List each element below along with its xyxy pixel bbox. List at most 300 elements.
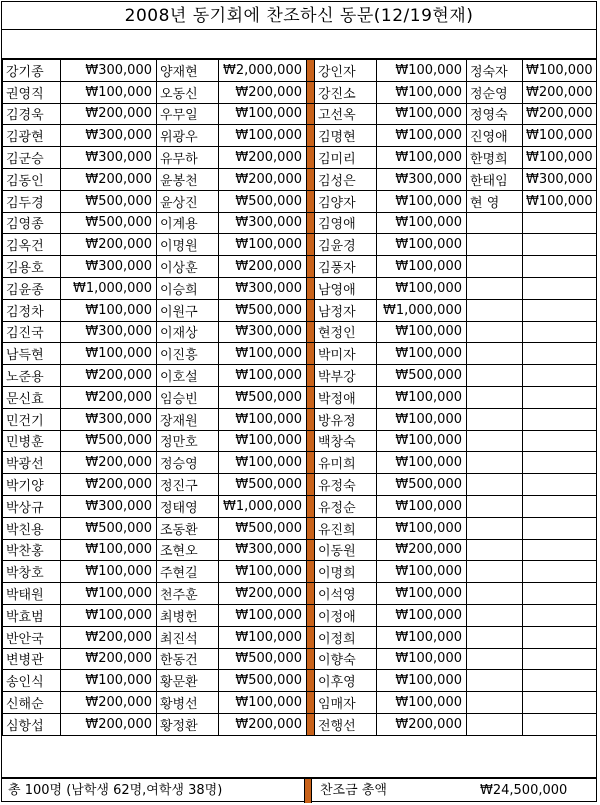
- column-separator: [307, 60, 315, 82]
- donor-name-cell[interactable]: 심항섭: [3, 713, 61, 735]
- donation-amount-cell[interactable]: ₩300,000: [61, 147, 157, 169]
- donor-name-cell[interactable]: 김윤경: [315, 234, 377, 256]
- donor-name-cell[interactable]: [467, 713, 523, 735]
- donation-amount-cell[interactable]: [523, 321, 597, 343]
- donation-amount-cell[interactable]: ₩100,000: [523, 147, 597, 169]
- table-row: [3, 713, 597, 735]
- donor-name-cell[interactable]: 윤봉천: [157, 168, 219, 190]
- donor-name-cell[interactable]: 한동건: [157, 648, 219, 670]
- table-row: [3, 234, 597, 256]
- donor-name-cell[interactable]: 임매자: [315, 692, 377, 714]
- donation-amount-cell[interactable]: ₩100,000: [377, 60, 467, 82]
- donor-name-cell[interactable]: 이동원: [315, 539, 377, 561]
- donation-amount-cell[interactable]: ₩100,000: [377, 147, 467, 169]
- table-row: [3, 474, 597, 496]
- donation-amount-cell[interactable]: ₩200,000: [61, 626, 157, 648]
- table-row: [3, 408, 597, 430]
- donation-amount-cell[interactable]: ₩300,000: [377, 168, 467, 190]
- blank-row: [2, 30, 596, 59]
- member-count: 총 100명 (남학생 62명,여학생 38명): [8, 783, 223, 798]
- donor-table: [2, 59, 597, 736]
- donor-name-cell[interactable]: 이명원: [157, 234, 219, 256]
- donor-name-cell[interactable]: 변병관: [3, 648, 61, 670]
- donor-name-cell[interactable]: 김군승: [3, 147, 61, 169]
- donor-name-cell[interactable]: 강진소: [315, 81, 377, 103]
- donor-name-cell[interactable]: 황정환: [157, 713, 219, 735]
- donor-name-cell[interactable]: 조동환: [157, 517, 219, 539]
- donor-name-cell[interactable]: 박부강: [315, 365, 377, 387]
- table-row: [3, 583, 597, 605]
- donor-name-cell[interactable]: 정만호: [157, 430, 219, 452]
- table-row: [3, 517, 597, 539]
- donation-amount-cell[interactable]: [523, 212, 597, 234]
- donor-name-cell[interactable]: [467, 299, 523, 321]
- donation-amount-cell[interactable]: ₩500,000: [219, 648, 307, 670]
- donation-amount-cell[interactable]: ₩200,000: [61, 234, 157, 256]
- donor-name-cell[interactable]: 김정차: [3, 299, 61, 321]
- donor-name-cell[interactable]: 박친용: [3, 517, 61, 539]
- donation-amount-cell[interactable]: ₩300,000: [61, 408, 157, 430]
- donor-name-cell[interactable]: [467, 321, 523, 343]
- donor-name-cell[interactable]: 김옥건: [3, 234, 61, 256]
- column-separator: [307, 234, 315, 256]
- donation-amount-cell[interactable]: ₩100,000: [377, 452, 467, 474]
- donation-amount-cell[interactable]: ₩200,000: [219, 81, 307, 103]
- donation-amount-cell[interactable]: [523, 495, 597, 517]
- donor-name-cell[interactable]: [467, 343, 523, 365]
- column-separator: [307, 692, 315, 714]
- donor-name-cell[interactable]: 남득현: [3, 343, 61, 365]
- donation-amount-cell[interactable]: ₩500,000: [219, 670, 307, 692]
- donation-amount-cell[interactable]: [523, 234, 597, 256]
- donation-amount-cell[interactable]: ₩100,000: [377, 517, 467, 539]
- donor-name-cell[interactable]: 전행선: [315, 713, 377, 735]
- table-row: [3, 321, 597, 343]
- donation-amount-cell[interactable]: [523, 386, 597, 408]
- donation-amount-cell[interactable]: ₩200,000: [523, 81, 597, 103]
- donor-name-cell[interactable]: 김두경: [3, 190, 61, 212]
- donor-name-cell[interactable]: [467, 692, 523, 714]
- donation-amount-cell[interactable]: ₩100,000: [377, 583, 467, 605]
- column-separator: [307, 343, 315, 365]
- donor-name-cell[interactable]: 황문환: [157, 670, 219, 692]
- donor-name-cell[interactable]: 현정인: [315, 321, 377, 343]
- donation-amount-cell[interactable]: ₩100,000: [377, 561, 467, 583]
- donation-amount-cell[interactable]: [523, 648, 597, 670]
- donor-name-cell[interactable]: 김성은: [315, 168, 377, 190]
- donor-name-cell[interactable]: 이정애: [315, 604, 377, 626]
- donor-name-cell[interactable]: 노준용: [3, 365, 61, 387]
- donor-name-cell[interactable]: [467, 256, 523, 278]
- donor-name-cell[interactable]: 위광우: [157, 125, 219, 147]
- donor-name-cell[interactable]: 방유정: [315, 408, 377, 430]
- donation-amount-cell[interactable]: ₩100,000: [377, 386, 467, 408]
- donation-amount-cell[interactable]: ₩100,000: [61, 299, 157, 321]
- donor-name-cell[interactable]: 진영애: [467, 125, 523, 147]
- donation-amount-cell[interactable]: ₩100,000: [219, 452, 307, 474]
- donation-amount-cell[interactable]: ₩500,000: [219, 517, 307, 539]
- donation-amount-cell[interactable]: [523, 452, 597, 474]
- donation-amount-cell[interactable]: ₩200,000: [61, 452, 157, 474]
- donor-name-cell[interactable]: 민건기: [3, 408, 61, 430]
- donor-name-cell[interactable]: [467, 583, 523, 605]
- donor-name-cell[interactable]: 정승영: [157, 452, 219, 474]
- table-row: [3, 168, 597, 190]
- donor-name-cell[interactable]: 김영종: [3, 212, 61, 234]
- donation-amount-cell[interactable]: ₩100,000: [377, 670, 467, 692]
- donor-name-cell[interactable]: 유정숙: [315, 474, 377, 496]
- donor-name-cell[interactable]: 유무하: [157, 147, 219, 169]
- donor-name-cell[interactable]: 백창숙: [315, 430, 377, 452]
- donor-name-cell[interactable]: 유정순: [315, 495, 377, 517]
- column-separator: [307, 299, 315, 321]
- donor-name-cell[interactable]: 윤상진: [157, 190, 219, 212]
- donor-name-cell[interactable]: 장재원: [157, 408, 219, 430]
- column-separator: [307, 125, 315, 147]
- donation-amount-cell[interactable]: ₩300,000: [219, 539, 307, 561]
- donor-name-cell[interactable]: 남정자: [315, 299, 377, 321]
- donation-amount-cell[interactable]: ₩100,000: [377, 604, 467, 626]
- donor-name-cell[interactable]: 남영애: [315, 277, 377, 299]
- donation-amount-cell[interactable]: [523, 430, 597, 452]
- column-separator: [307, 583, 315, 605]
- donation-amount-cell[interactable]: ₩300,000: [61, 60, 157, 82]
- donation-amount-cell[interactable]: ₩200,000: [61, 168, 157, 190]
- donation-amount-cell[interactable]: [523, 626, 597, 648]
- donation-amount-cell[interactable]: ₩500,000: [219, 474, 307, 496]
- donor-name-cell[interactable]: 정순영: [467, 81, 523, 103]
- table-row: [3, 212, 597, 234]
- table-row: [3, 277, 597, 299]
- donation-amount-cell[interactable]: ₩200,000: [219, 583, 307, 605]
- donor-name-cell[interactable]: 유진희: [315, 517, 377, 539]
- donation-amount-cell[interactable]: ₩200,000: [219, 256, 307, 278]
- table-row: [3, 299, 597, 321]
- donor-name-cell[interactable]: 임승빈: [157, 386, 219, 408]
- donation-amount-cell[interactable]: ₩100,000: [377, 648, 467, 670]
- donor-name-cell[interactable]: 이명희: [315, 561, 377, 583]
- donor-name-cell[interactable]: 최병헌: [157, 604, 219, 626]
- table-row: [3, 430, 597, 452]
- donor-name-cell[interactable]: 유미희: [315, 452, 377, 474]
- donor-name-cell[interactable]: 박상규: [3, 495, 61, 517]
- donor-name-cell[interactable]: [467, 561, 523, 583]
- donor-name-cell[interactable]: 박창호: [3, 561, 61, 583]
- donation-amount-cell[interactable]: ₩200,000: [523, 103, 597, 125]
- donation-amount-cell[interactable]: ₩100,000: [377, 408, 467, 430]
- donation-amount-cell[interactable]: ₩300,000: [61, 495, 157, 517]
- donor-name-cell[interactable]: 정영숙: [467, 103, 523, 125]
- donor-name-cell[interactable]: 박기양: [3, 474, 61, 496]
- donor-name-cell[interactable]: 이계용: [157, 212, 219, 234]
- donation-amount-cell[interactable]: ₩100,000: [377, 212, 467, 234]
- donation-amount-cell[interactable]: ₩200,000: [61, 713, 157, 735]
- donor-name-cell[interactable]: 한명희: [467, 147, 523, 169]
- donation-amount-cell[interactable]: ₩200,000: [377, 713, 467, 735]
- donor-name-cell[interactable]: [467, 604, 523, 626]
- donor-name-cell[interactable]: [467, 452, 523, 474]
- donor-name-cell[interactable]: 강인자: [315, 60, 377, 82]
- donor-name-cell[interactable]: 문신효: [3, 386, 61, 408]
- donation-amount-cell[interactable]: ₩500,000: [219, 386, 307, 408]
- donation-amount-cell[interactable]: [523, 670, 597, 692]
- donation-amount-cell[interactable]: ₩200,000: [61, 692, 157, 714]
- donation-amount-cell[interactable]: ₩300,000: [61, 256, 157, 278]
- table-row: [3, 125, 597, 147]
- donor-name-cell[interactable]: [467, 626, 523, 648]
- donation-amount-cell[interactable]: ₩200,000: [219, 168, 307, 190]
- donor-name-cell[interactable]: 김동인: [3, 168, 61, 190]
- donation-amount-cell[interactable]: ₩300,000: [219, 321, 307, 343]
- donor-name-cell[interactable]: 김양자: [315, 190, 377, 212]
- donation-amount-cell[interactable]: ₩100,000: [61, 81, 157, 103]
- donation-amount-cell[interactable]: [523, 343, 597, 365]
- donor-name-cell[interactable]: [467, 495, 523, 517]
- donor-name-cell[interactable]: 김경욱: [3, 103, 61, 125]
- donor-name-cell[interactable]: 이호설: [157, 365, 219, 387]
- donor-name-cell[interactable]: 고선옥: [315, 103, 377, 125]
- donor-name-cell[interactable]: 이정희: [315, 626, 377, 648]
- donation-amount-cell[interactable]: ₩100,000: [61, 583, 157, 605]
- donor-name-cell[interactable]: 주현길: [157, 561, 219, 583]
- table-row: [3, 452, 597, 474]
- spreadsheet: [1, 1, 597, 802]
- donation-amount-cell[interactable]: ₩200,000: [61, 386, 157, 408]
- donation-amount-cell[interactable]: ₩100,000: [219, 604, 307, 626]
- donor-name-cell[interactable]: 정진구: [157, 474, 219, 496]
- donation-amount-cell[interactable]: ₩100,000: [61, 343, 157, 365]
- donation-amount-cell[interactable]: ₩100,000: [219, 430, 307, 452]
- donation-amount-cell[interactable]: [523, 561, 597, 583]
- donation-amount-cell[interactable]: ₩100,000: [377, 81, 467, 103]
- donor-name-cell[interactable]: 김진국: [3, 321, 61, 343]
- donor-name-cell[interactable]: 조현오: [157, 539, 219, 561]
- donation-amount-cell[interactable]: ₩200,000: [61, 365, 157, 387]
- donor-name-cell[interactable]: [467, 386, 523, 408]
- donation-amount-cell[interactable]: ₩100,000: [377, 626, 467, 648]
- donation-amount-cell[interactable]: ₩100,000: [377, 277, 467, 299]
- donation-amount-cell[interactable]: ₩500,000: [219, 190, 307, 212]
- table-row: [3, 60, 597, 82]
- donation-amount-cell[interactable]: ₩200,000: [377, 539, 467, 561]
- donation-amount-cell[interactable]: [523, 583, 597, 605]
- donation-amount-cell[interactable]: ₩100,000: [219, 234, 307, 256]
- donation-amount-cell[interactable]: ₩200,000: [61, 474, 157, 496]
- donor-name-cell[interactable]: 김용호: [3, 256, 61, 278]
- donor-name-cell[interactable]: 김윤종: [3, 277, 61, 299]
- column-separator: [307, 408, 315, 430]
- donor-name-cell[interactable]: 권영직: [3, 81, 61, 103]
- donation-amount-cell[interactable]: ₩100,000: [377, 190, 467, 212]
- donation-amount-cell[interactable]: ₩100,000: [219, 561, 307, 583]
- donation-amount-cell[interactable]: ₩500,000: [61, 430, 157, 452]
- column-separator: [304, 779, 312, 803]
- table-row: [3, 604, 597, 626]
- donation-amount-cell[interactable]: ₩100,000: [219, 408, 307, 430]
- donation-amount-cell[interactable]: ₩100,000: [219, 103, 307, 125]
- donation-amount-cell[interactable]: ₩100,000: [219, 365, 307, 387]
- donation-amount-cell[interactable]: ₩100,000: [377, 125, 467, 147]
- donor-name-cell[interactable]: 양재현: [157, 60, 219, 82]
- donation-amount-cell[interactable]: ₩100,000: [61, 604, 157, 626]
- donation-amount-cell[interactable]: ₩200,000: [61, 103, 157, 125]
- column-separator: [307, 190, 315, 212]
- donor-name-cell[interactable]: 우무일: [157, 103, 219, 125]
- donation-amount-cell[interactable]: ₩500,000: [61, 212, 157, 234]
- donor-name-cell[interactable]: [467, 670, 523, 692]
- donation-amount-cell[interactable]: ₩2,000,000: [219, 60, 307, 82]
- donor-name-cell[interactable]: 이후영: [315, 670, 377, 692]
- donor-name-cell[interactable]: 한태임: [467, 168, 523, 190]
- donation-amount-cell[interactable]: ₩1,000,000: [219, 495, 307, 517]
- column-separator: [307, 670, 315, 692]
- donor-name-cell[interactable]: [467, 365, 523, 387]
- donor-name-cell[interactable]: [467, 408, 523, 430]
- column-separator: [307, 147, 315, 169]
- donor-name-cell[interactable]: 박정애: [315, 386, 377, 408]
- donation-amount-cell[interactable]: ₩100,000: [377, 430, 467, 452]
- donation-amount-cell[interactable]: ₩100,000: [219, 692, 307, 714]
- donor-name-cell[interactable]: [467, 234, 523, 256]
- donor-name-cell[interactable]: 이진흥: [157, 343, 219, 365]
- donation-amount-cell[interactable]: ₩100,000: [377, 234, 467, 256]
- donor-name-cell[interactable]: 민병훈: [3, 430, 61, 452]
- column-separator: [307, 517, 315, 539]
- donor-name-cell[interactable]: 송인식: [3, 670, 61, 692]
- donation-amount-cell[interactable]: [523, 408, 597, 430]
- donor-name-cell[interactable]: 김풍자: [315, 256, 377, 278]
- donation-amount-cell[interactable]: ₩500,000: [377, 365, 467, 387]
- column-separator: [307, 539, 315, 561]
- donation-amount-cell[interactable]: ₩100,000: [219, 125, 307, 147]
- donor-name-cell[interactable]: 박찬홍: [3, 539, 61, 561]
- donor-name-cell[interactable]: 황병선: [157, 692, 219, 714]
- donor-name-cell[interactable]: [467, 474, 523, 496]
- donor-name-cell[interactable]: 신해순: [3, 692, 61, 714]
- donation-amount-cell[interactable]: ₩500,000: [377, 474, 467, 496]
- column-separator: [307, 452, 315, 474]
- donor-name-cell[interactable]: 이재상: [157, 321, 219, 343]
- donation-amount-cell[interactable]: [523, 365, 597, 387]
- donor-name-cell[interactable]: 정태영: [157, 495, 219, 517]
- column-separator: [307, 321, 315, 343]
- donor-name-cell[interactable]: [467, 212, 523, 234]
- donation-amount-cell[interactable]: ₩100,000: [377, 321, 467, 343]
- donor-name-cell[interactable]: 정숙자: [467, 60, 523, 82]
- table-row: [3, 539, 597, 561]
- sheet-title: 2008년 동기회에 찬조하신 동문(12/19현재): [2, 2, 596, 30]
- donation-amount-cell[interactable]: ₩500,000: [61, 517, 157, 539]
- donation-amount-cell[interactable]: [523, 517, 597, 539]
- donation-amount-cell[interactable]: ₩100,000: [377, 495, 467, 517]
- donation-amount-cell[interactable]: ₩300,000: [219, 277, 307, 299]
- donation-amount-cell[interactable]: ₩300,000: [523, 168, 597, 190]
- donor-name-cell[interactable]: 강기종: [3, 60, 61, 82]
- donor-name-cell[interactable]: 반안국: [3, 626, 61, 648]
- donor-name-cell[interactable]: 박효범: [3, 604, 61, 626]
- donor-name-cell[interactable]: 이향숙: [315, 648, 377, 670]
- donation-amount-cell[interactable]: ₩100,000: [61, 670, 157, 692]
- donor-name-cell[interactable]: 천주훈: [157, 583, 219, 605]
- donor-name-cell[interactable]: 박미자: [315, 343, 377, 365]
- donation-amount-cell[interactable]: [523, 713, 597, 735]
- donor-name-cell[interactable]: 이승희: [157, 277, 219, 299]
- column-separator: [307, 386, 315, 408]
- column-separator: [307, 277, 315, 299]
- donation-amount-cell[interactable]: ₩500,000: [61, 190, 157, 212]
- donation-amount-cell[interactable]: [523, 299, 597, 321]
- donation-amount-cell[interactable]: ₩1,000,000: [377, 299, 467, 321]
- donor-name-cell[interactable]: 김광현: [3, 125, 61, 147]
- donation-amount-cell[interactable]: ₩200,000: [219, 713, 307, 735]
- column-separator: [307, 168, 315, 190]
- donor-name-cell[interactable]: [467, 517, 523, 539]
- donor-name-cell[interactable]: [467, 430, 523, 452]
- donor-name-cell[interactable]: 박광선: [3, 452, 61, 474]
- table-row: [3, 343, 597, 365]
- donor-name-cell[interactable]: 이원구: [157, 299, 219, 321]
- donation-amount-cell[interactable]: ₩100,000: [377, 256, 467, 278]
- donor-name-cell[interactable]: 김명현: [315, 125, 377, 147]
- donation-amount-cell[interactable]: [523, 256, 597, 278]
- donation-amount-cell[interactable]: ₩100,000: [523, 125, 597, 147]
- donation-amount-cell[interactable]: ₩100,000: [219, 343, 307, 365]
- donation-amount-cell[interactable]: ₩200,000: [219, 147, 307, 169]
- donation-amount-cell[interactable]: ₩300,000: [61, 321, 157, 343]
- donation-amount-cell[interactable]: ₩100,000: [377, 103, 467, 125]
- donor-name-cell[interactable]: 이석영: [315, 583, 377, 605]
- table-row: [3, 692, 597, 714]
- donation-amount-cell[interactable]: [523, 604, 597, 626]
- total-amount: ₩24,500,000: [480, 783, 568, 798]
- donor-name-cell[interactable]: 최진석: [157, 626, 219, 648]
- column-separator: [307, 365, 315, 387]
- column-separator: [307, 256, 315, 278]
- donor-name-cell[interactable]: 박태원: [3, 583, 61, 605]
- donation-amount-cell[interactable]: ₩100,000: [61, 561, 157, 583]
- donation-amount-cell[interactable]: ₩300,000: [61, 125, 157, 147]
- donor-name-cell[interactable]: [467, 648, 523, 670]
- column-separator: [307, 561, 315, 583]
- donation-amount-cell[interactable]: [523, 692, 597, 714]
- donation-amount-cell[interactable]: ₩200,000: [61, 648, 157, 670]
- donation-amount-cell[interactable]: ₩300,000: [219, 212, 307, 234]
- donor-name-cell[interactable]: 현 영: [467, 190, 523, 212]
- donation-amount-cell[interactable]: [523, 474, 597, 496]
- donation-amount-cell[interactable]: ₩500,000: [219, 299, 307, 321]
- donation-amount-cell[interactable]: ₩100,000: [61, 539, 157, 561]
- column-separator: [307, 495, 315, 517]
- donor-name-cell[interactable]: [467, 277, 523, 299]
- donation-amount-cell[interactable]: ₩100,000: [523, 60, 597, 82]
- donation-amount-cell[interactable]: ₩1,000,000: [61, 277, 157, 299]
- donor-name-cell[interactable]: 오동신: [157, 81, 219, 103]
- table-row: [3, 495, 597, 517]
- donor-name-cell[interactable]: 김미리: [315, 147, 377, 169]
- donation-amount-cell[interactable]: ₩100,000: [377, 692, 467, 714]
- total-label: 찬조금 총액: [320, 783, 387, 798]
- donor-name-cell[interactable]: 김영애: [315, 212, 377, 234]
- donation-amount-cell[interactable]: [523, 277, 597, 299]
- donation-amount-cell[interactable]: ₩100,000: [219, 626, 307, 648]
- table-row: [3, 147, 597, 169]
- donation-amount-cell[interactable]: [523, 539, 597, 561]
- donation-amount-cell[interactable]: ₩100,000: [377, 343, 467, 365]
- donor-name-cell[interactable]: [467, 539, 523, 561]
- donation-amount-cell[interactable]: ₩100,000: [523, 190, 597, 212]
- donor-name-cell[interactable]: 이상훈: [157, 256, 219, 278]
- column-separator: [307, 648, 315, 670]
